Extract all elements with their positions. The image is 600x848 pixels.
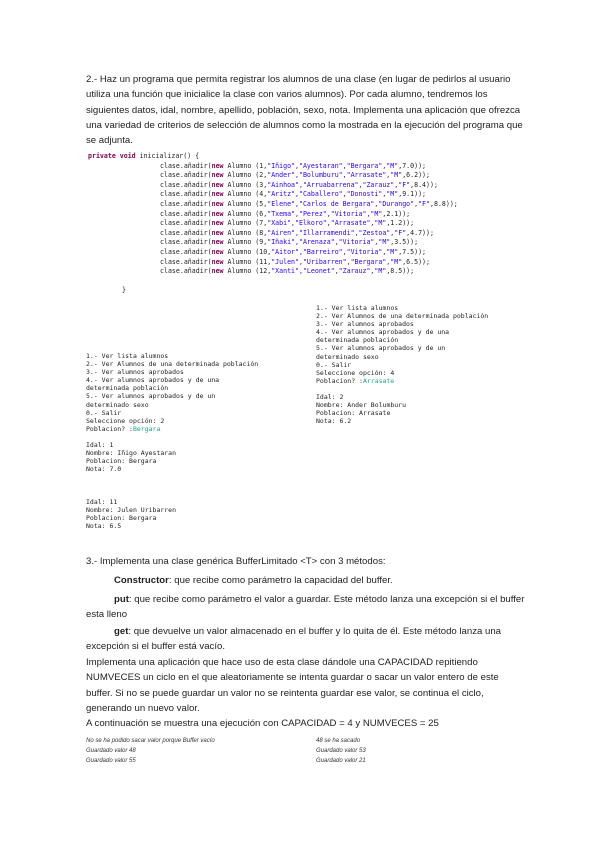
constructor-description: Constructor: que recibe como parámetro la capacidad del buffer. xyxy=(114,575,393,586)
output-line: Guardado valor 55 xyxy=(86,758,136,764)
console-menu-line: 3.- Ver alumnos aprobados xyxy=(86,368,184,377)
console-result xyxy=(316,393,488,425)
console-menu-line: 0.- Salir xyxy=(86,408,122,417)
console-output-option-2 xyxy=(86,352,258,530)
console-menu-line: determinada población xyxy=(316,336,399,345)
output-line: Guardado valor 48 xyxy=(86,748,136,754)
console-menu xyxy=(316,304,488,377)
output-line: Guardado valor 21 xyxy=(316,758,366,764)
code-signature: private void inicializar() { xyxy=(88,152,200,160)
code-line: clase.añadir(new Alumno (9,"Iñaki","Arenaza","Vitoria","M",3.5)); xyxy=(160,238,419,247)
execution-output-right xyxy=(316,736,366,766)
code-line: clase.añadir(new Alumno (11,"Julen","Uribarren","Bergara","M",6.5)); xyxy=(160,257,430,266)
console-result xyxy=(86,441,258,473)
code-line: clase.añadir(new Alumno (10,"Aitor","Barreiro","Vitoria","M",7.5)); xyxy=(160,247,427,256)
output-line: No se ha podido sacar valor porque Buffer vacío xyxy=(86,738,215,744)
console-prompt: Poblacion? :Arrasate xyxy=(316,376,395,385)
console-prompt: Poblacion? :Bergara xyxy=(86,424,161,433)
console-result-line: Poblacion: Bergara xyxy=(86,457,157,466)
console-result-line: Nota: 7.0 xyxy=(86,465,122,474)
output-line: Guardado valor 53 xyxy=(316,748,366,754)
console-result-line: Idal: 1 xyxy=(86,441,114,450)
code-rows xyxy=(88,162,528,277)
console-result-line: Nota: 6.5 xyxy=(86,521,122,530)
code-line: clase.añadir(new Alumno (4,"Aritz","Caballero","Donosti","M",9.1)); xyxy=(160,190,427,199)
console-menu-line: 5.- Ver alumnos aprobados y de un xyxy=(86,392,216,401)
console-result-line: Idal: 11 xyxy=(86,497,118,506)
console-menu-line: determinado sexo xyxy=(316,352,379,361)
execution-intro: A continuación se muestra una ejecución con CAPACIDAD = 4 y NUMVECES = 25 xyxy=(86,718,439,729)
console-result-line: Poblacion: Bergara xyxy=(86,513,157,522)
console-menu-line: 4.- Ver alumnos aprobados y de una xyxy=(86,376,220,385)
code-line: clase.añadir(new Alumno (3,"Ainhoa","Arruabarrena","Zarauz","F",8.4)); xyxy=(160,180,438,189)
code-line: clase.añadir(new Alumno (8,"Airen","Illarramendi","Zestoa","F",4.7)); xyxy=(160,228,434,237)
console-menu-line: Seleccione opción: 4 xyxy=(316,368,395,377)
console-result-line: Poblacion: Arrasate xyxy=(316,409,391,418)
get-description: get: que devuelve un valor almacenado en el buffer y lo quita de él. Este método lanza una excepción si el buffer está vacío. xyxy=(86,626,502,653)
console-menu-line: determinado sexo xyxy=(86,400,149,409)
exercise-3-description: Implementa una aplicación que hace uso de esta clase dándole una CAPACIDAD repitiendo NUMVECES un ciclo en el que aleatoriamente se intenta guardar o sacar un valor entero de este buffer. Si no se puede guardar un valor no se reintenta guardar ese valor, se continua el ciclo, generando un nuevo valor. xyxy=(86,657,499,714)
console-menu-line: Seleccione opción: 2 xyxy=(86,416,165,425)
console-menu-line: 2.- Ver Alumnos de una determinada población xyxy=(86,360,259,369)
console-result-line: Nombre: Julen Uribarren xyxy=(86,505,177,514)
code-listing xyxy=(88,152,528,296)
exercise-2-statement: 2.- Haz un programa que permita registrar los alumnos de una clase (en lugar de pedirlos al usuario utiliza una función que inicialice la clase con varios alumnos). Por cada alumno, tendremos los siguientes datos, idal, nombre, apellido, población, sexo, nota. Implementa una aplicación que ofrezca una variedad de criterios de selección de alumnos como la mostrada en la ejecución del programa que se adjunta. xyxy=(86,74,523,147)
code-line: clase.añadir(new Alumno (12,"Xanti","Leonet","Zarauz","M",8.5)); xyxy=(160,267,415,276)
console-output-option-4 xyxy=(316,304,488,425)
console-result-line: Nota: 6.2 xyxy=(316,417,352,426)
console-menu-line: 1.- Ver lista alumnos xyxy=(316,304,399,312)
code-line: clase.añadir(new Alumno (1,"Iñigo","Ayestaran","Bergara","M",7.0)); xyxy=(160,161,427,170)
console-result-line: Idal: 2 xyxy=(316,393,344,402)
console-menu-line: determinada población xyxy=(86,384,169,393)
exercise-3-heading: 3.- Implementa una clase genérica BufferLimitado <T> con 3 métodos: xyxy=(86,556,386,567)
console-menu-line: 5.- Ver alumnos aprobados y de un xyxy=(316,344,446,353)
console-menu-line: 0.- Salir xyxy=(316,360,352,369)
console-menu xyxy=(86,352,258,425)
console-menu-line: 3.- Ver alumnos aprobados xyxy=(316,320,414,329)
console-menu-line: 4.- Ver alumnos aprobados y de una xyxy=(316,328,450,337)
console-result-line: Nombre: Iñigo Ayestaran xyxy=(86,449,177,458)
execution-output-left xyxy=(86,736,215,766)
code-line: clase.añadir(new Alumno (2,"Ander","Bolumburu","Arrasate","M",6.2)); xyxy=(160,171,430,180)
put-description: put: que recibe como parámetro el valor a guardar. Este método lanza una excepción si el buffer esta lleno xyxy=(86,594,525,621)
code-line: clase.añadir(new Alumno (7,"Xabi","Elkoro","Arrasate","M",1.2)); xyxy=(160,219,415,228)
output-line: 48 se ha sacado xyxy=(316,738,361,744)
console-result xyxy=(86,498,258,530)
console-menu-line: 1.- Ver lista alumnos xyxy=(86,352,169,360)
code-line: clase.añadir(new Alumno (5,"Elene","Carlos de Bergara","Durango","F",8.8)); xyxy=(160,199,458,208)
code-closing-brace: } xyxy=(122,286,126,295)
code-line: clase.añadir(new Alumno (6,"Txema","Perez","Vitoria","M",2.1)); xyxy=(160,209,411,218)
console-menu-line: 2.- Ver Alumnos de una determinada población xyxy=(316,312,489,321)
console-result-line: Nombre: Ander Bolumburu xyxy=(316,401,407,410)
